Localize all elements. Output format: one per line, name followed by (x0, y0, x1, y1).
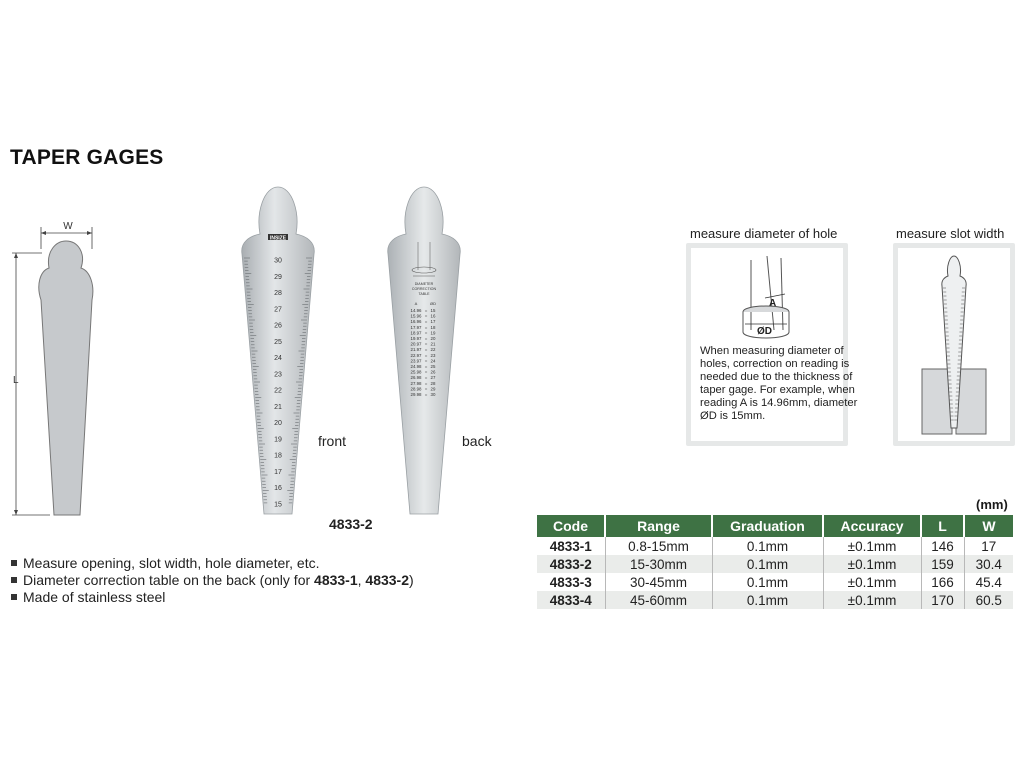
page-title: TAPER GAGES (10, 146, 164, 169)
back-row-d: 28 (430, 380, 436, 386)
back-row-d: 15 (430, 308, 436, 313)
back-row-eq: = (424, 364, 428, 369)
slot-panel-title: measure slot width (896, 226, 1005, 241)
back-row-d: 17 (430, 319, 436, 325)
slot-measure-panel (893, 243, 1015, 446)
back-row-d: 18 (430, 324, 436, 330)
back-row-eq: = (424, 358, 428, 364)
back-row-d: 22 (430, 347, 436, 353)
cell-graduation: 0.1mm (712, 573, 823, 591)
back-row-a: 26.98 (410, 375, 422, 381)
front-scale-number: 29 (274, 273, 282, 281)
back-row-eq: = (424, 392, 428, 397)
back-row-a: 17.97 (410, 324, 422, 330)
l-label: L (13, 375, 19, 386)
hole-note: When measuring diameter of holes, correction on reading is needed due to the thickness of taper gage. For example, when reading A is 14.96mm, diameter ØD is 15mm. (700, 345, 858, 422)
back-row-a: 18.97 (410, 330, 422, 336)
back-row-eq: = (424, 330, 428, 336)
back-row-eq: = (424, 341, 428, 347)
back-row-a: 20.97 (410, 341, 422, 347)
model-label: 4833-2 (329, 516, 373, 532)
table-row (537, 591, 1013, 609)
cell-l: 166 (921, 573, 964, 591)
back-row-eq: = (424, 313, 428, 319)
gage-outline (39, 241, 93, 515)
back-row-eq: = (424, 319, 428, 325)
cell-range: 30-45mm (605, 573, 712, 591)
back-row-d: 16 (430, 313, 436, 319)
back-row-a: 21.97 (410, 347, 422, 353)
back-row-a: 27.98 (410, 380, 422, 386)
header-graduation: Graduation (712, 515, 823, 537)
front-scale-number: 25 (274, 338, 282, 346)
cell-range: 0.8-15mm (605, 537, 712, 555)
back-row-eq: = (424, 324, 428, 330)
front-scale-number: 16 (274, 485, 282, 493)
back-header-line: DIAMETER (414, 282, 434, 286)
header-l: L (921, 515, 964, 537)
back-row-d: 26 (430, 369, 436, 375)
front-scale-number: 15 (274, 501, 282, 509)
table-header-row (537, 515, 1013, 537)
back-row-d: 25 (430, 364, 436, 369)
cell-w: 45.4 (964, 573, 1013, 591)
back-header-line: CORRECTION (411, 287, 437, 291)
cell-l: 159 (921, 555, 964, 573)
taper-gage-schematic (10, 215, 100, 520)
front-scale-number: 19 (274, 436, 282, 444)
cell-range: 15-30mm (605, 555, 712, 573)
spec-table (537, 515, 1013, 609)
cell-w: 30.4 (964, 555, 1013, 573)
back-row-a: 16.96 (410, 319, 422, 325)
back-row-d: 30 (430, 392, 436, 397)
back-label: back (462, 433, 492, 449)
feature-item: Made of stainless steel (10, 589, 414, 606)
label-a: A (769, 298, 777, 309)
front-scale-number: 22 (274, 387, 282, 395)
back-row-d: 19 (430, 330, 436, 336)
front-scale-number: 17 (274, 468, 282, 476)
cell-graduation: 0.1mm (712, 537, 823, 555)
cell-accuracy: ±0.1mm (823, 537, 921, 555)
slot-measure-diagram (898, 248, 1010, 441)
back-row-a: 22.97 (410, 352, 422, 358)
header-range: Range (605, 515, 712, 537)
hole-measure-panel (686, 243, 858, 446)
back-row-a: 19.97 (410, 336, 422, 341)
front-scale-number: 23 (274, 371, 282, 379)
front-scale-number: 26 (274, 322, 282, 330)
gage-back-photo (384, 184, 464, 516)
back-row-d: 24 (430, 358, 436, 364)
table-row (537, 555, 1013, 573)
cell-accuracy: ±0.1mm (823, 591, 921, 609)
back-row-a: 28.98 (410, 386, 422, 392)
cell-l: 170 (921, 591, 964, 609)
cell-code: 4833-2 (537, 555, 605, 573)
unit-label: (mm) (976, 497, 1008, 512)
back-row-a: 23.97 (410, 358, 422, 364)
cell-graduation: 0.1mm (712, 591, 823, 609)
hole-panel-title: measure diameter of hole (690, 226, 838, 241)
back-row-eq: = (424, 347, 428, 353)
header-accuracy: Accuracy (823, 515, 921, 537)
back-row-eq: = (424, 386, 428, 392)
table-row (537, 573, 1013, 591)
back-row-d: 20 (430, 336, 436, 341)
w-label: W (63, 221, 73, 232)
back-row-d: 29 (430, 386, 436, 392)
back-row-eq: = (424, 352, 428, 358)
cell-graduation: 0.1mm (712, 555, 823, 573)
back-row-eq: = (424, 380, 428, 386)
cell-code: 4833-4 (537, 591, 605, 609)
back-col-d: ØD (430, 301, 436, 306)
header-w: W (964, 515, 1013, 537)
back-row-eq: = (424, 369, 428, 375)
front-scale-number: 28 (274, 290, 282, 298)
front-label: front (318, 433, 347, 449)
cell-l: 146 (921, 537, 964, 555)
front-scale-number: 20 (274, 420, 282, 428)
front-scale-number: 27 (274, 306, 282, 314)
cell-w: 60.5 (964, 591, 1013, 609)
back-row-a: 15.96 (410, 313, 422, 319)
back-row-a: 14.96 (410, 308, 422, 313)
front-scale-number: 24 (274, 355, 282, 363)
cell-range: 45-60mm (605, 591, 712, 609)
back-row-a: 24.98 (410, 364, 422, 369)
label-d: ØD (757, 326, 772, 337)
table-row (537, 537, 1013, 555)
back-row-a: 29.98 (410, 392, 422, 397)
cell-code: 4833-3 (537, 573, 605, 591)
back-row-eq: = (424, 336, 428, 341)
feature-list (10, 555, 414, 606)
hole-measure-diagram (691, 248, 843, 340)
back-col-a: A (414, 301, 418, 306)
back-header-line: TABLE (418, 292, 430, 296)
feature-item: Diameter correction table on the back (only for 4833-1, 4833-2) (10, 572, 414, 589)
front-scale-number: 21 (274, 403, 282, 411)
cell-accuracy: ±0.1mm (823, 573, 921, 591)
front-scale-number: 18 (274, 452, 282, 460)
gage-front-photo (238, 184, 318, 516)
cell-w: 17 (964, 537, 1013, 555)
back-row-eq: = (424, 375, 428, 381)
cell-accuracy: ±0.1mm (823, 555, 921, 573)
feature-item: Measure opening, slot width, hole diameter, etc. (10, 555, 414, 572)
front-scale-number: 30 (274, 257, 282, 265)
back-row-d: 21 (430, 341, 436, 347)
back-row-d: 27 (430, 375, 436, 381)
back-row-eq: = (424, 308, 428, 313)
cell-code: 4833-1 (537, 537, 605, 555)
front-brand: INSIZE (269, 235, 287, 242)
back-row-d: 23 (430, 352, 436, 358)
header-code: Code (537, 515, 605, 537)
back-row-a: 25.98 (410, 369, 422, 375)
